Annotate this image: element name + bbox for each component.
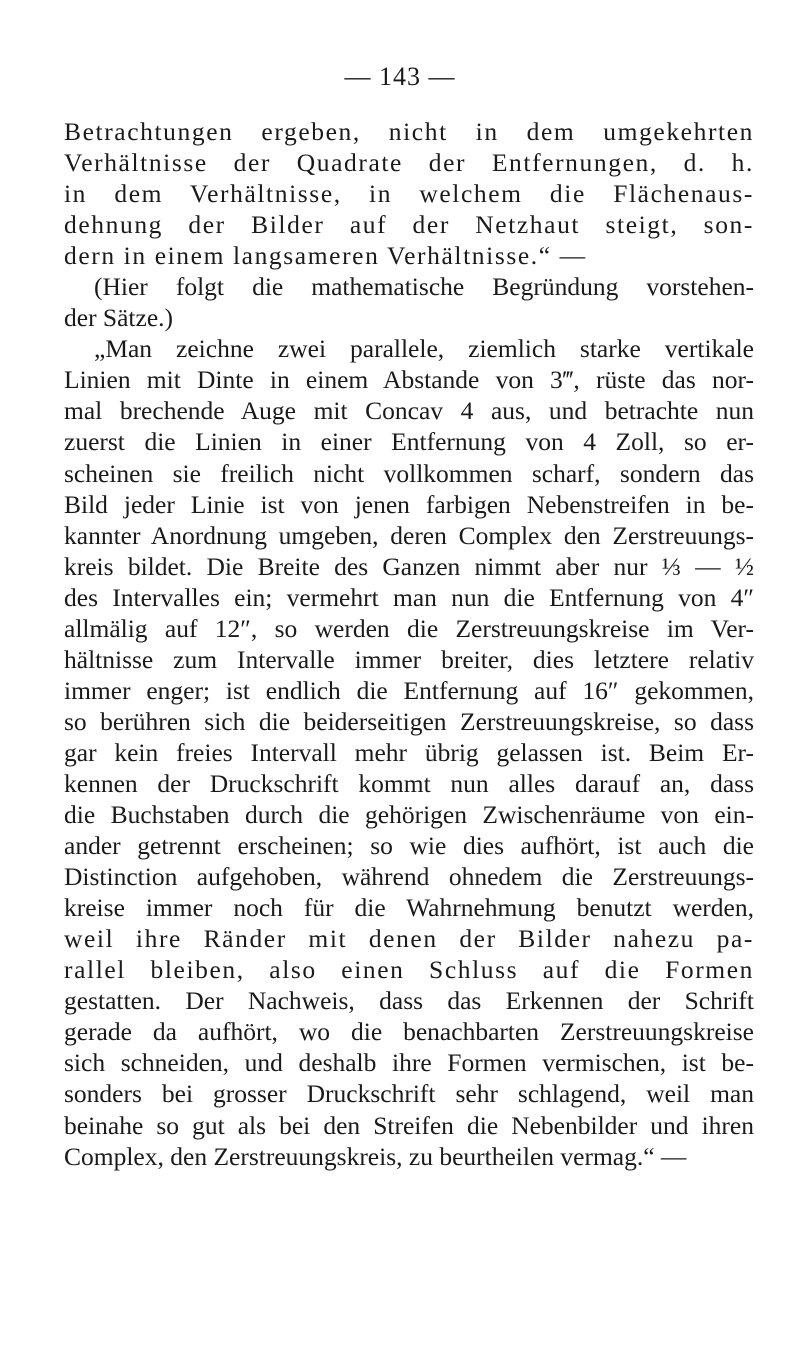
text-line: kennen der Druckschrift kommt nun alles darauf an, dass <box>64 768 754 798</box>
text-line: weil ihre Ränder mit denen der Bilder nahezu pa- <box>64 924 754 954</box>
text-line: gar kein freies Intervall mehr übrig gelassen ist. Beim Er- <box>64 737 754 767</box>
text-line: so berühren sich die beiderseitigen Zerstreuungskreise, so dass <box>64 706 754 736</box>
text-line: gestatten. Der Nachweis, dass das Erkennen der Schrift <box>64 986 754 1016</box>
text-line: beinahe so gut als bei den Streifen die Nebenbilder und ihren <box>64 1110 754 1140</box>
text-line: allmälig auf 12″, so werden die Zerstreuungskreise im Ver- <box>64 613 754 643</box>
text-line: sich schneiden, und deshalb ihre Formen vermischen, ist be- <box>64 1048 754 1078</box>
text-line: in dem Verhältnisse, in welchem die Flächenaus- <box>64 179 754 209</box>
text-line: mal brechende Auge mit Concav 4 aus, und betrachte nun <box>64 396 754 426</box>
page-number: — 143 — <box>344 62 456 91</box>
text-line: Distinction aufgehoben, während ohnedem die Zerstreuungs- <box>64 862 754 892</box>
text-line: dehnung der Bilder auf der Netzhaut steigt, son- <box>64 210 754 240</box>
text-line: der Sätze.) <box>64 303 174 333</box>
text-line: ander getrennt erscheinen; so wie dies aufhört, ist auch die <box>64 831 754 861</box>
text-line: kreise immer noch für die Wahrnehmung benutzt werden, <box>64 893 754 923</box>
text-line: Linien mit Dinte in einem Abstande von 3‴, rüste das nor- <box>64 365 754 395</box>
text-line: kannter Anordnung umgeben, deren Complex den Zerstreuungs- <box>64 520 754 550</box>
text-line: rallel bleiben, also einen Schluss auf die Formen <box>64 955 754 985</box>
text-line: dern in einem langsameren Verhältnisse.“ — <box>64 241 587 271</box>
text-line: Betrachtungen ergeben, nicht in dem umgekehrten <box>64 117 754 146</box>
text-line: scheinen sie freilich nicht vollkommen scharf, sondern das <box>64 458 754 488</box>
text-line: des Intervalles ein; vermehrt man nun die Entfernung von 4″ <box>64 582 754 612</box>
text-line: die Buchstaben durch die gehörigen Zwischenräume von ein- <box>64 800 754 830</box>
text-line: gerade da aufhört, wo die benachbarten Zerstreuungskreise <box>64 1017 754 1047</box>
text-line: Complex, den Zerstreuungskreis, zu beurtheilen vermag.“ — <box>64 1141 687 1171</box>
text-line: hältnisse zum Intervalle immer breiter, dies letztere relativ <box>64 644 754 674</box>
text-line: kreis bildet. Die Breite des Ganzen nimmt aber nur ⅓ — ½ <box>64 551 754 581</box>
text-line: (Hier folgt die mathematische Begründung vorstehen- <box>94 272 754 302</box>
text-line: sonders bei grosser Druckschrift sehr schlagend, weil man <box>64 1079 754 1109</box>
text-line: zuerst die Linien in einer Entfernung von 4 Zoll, so er- <box>64 427 754 457</box>
body-text <box>64 116 754 1172</box>
text-line: „Man zeichne zwei parallele, ziemlich starke vertikale <box>94 334 754 364</box>
text-line: immer enger; ist endlich die Entfernung auf 16″ gekommen, <box>64 675 754 705</box>
text-line: Verhältnisse der Quadrate der Entfernungen, d. h. <box>64 148 754 178</box>
text-line: Bild jeder Linie ist von jenen farbigen Nebenstreifen in be- <box>64 489 754 519</box>
